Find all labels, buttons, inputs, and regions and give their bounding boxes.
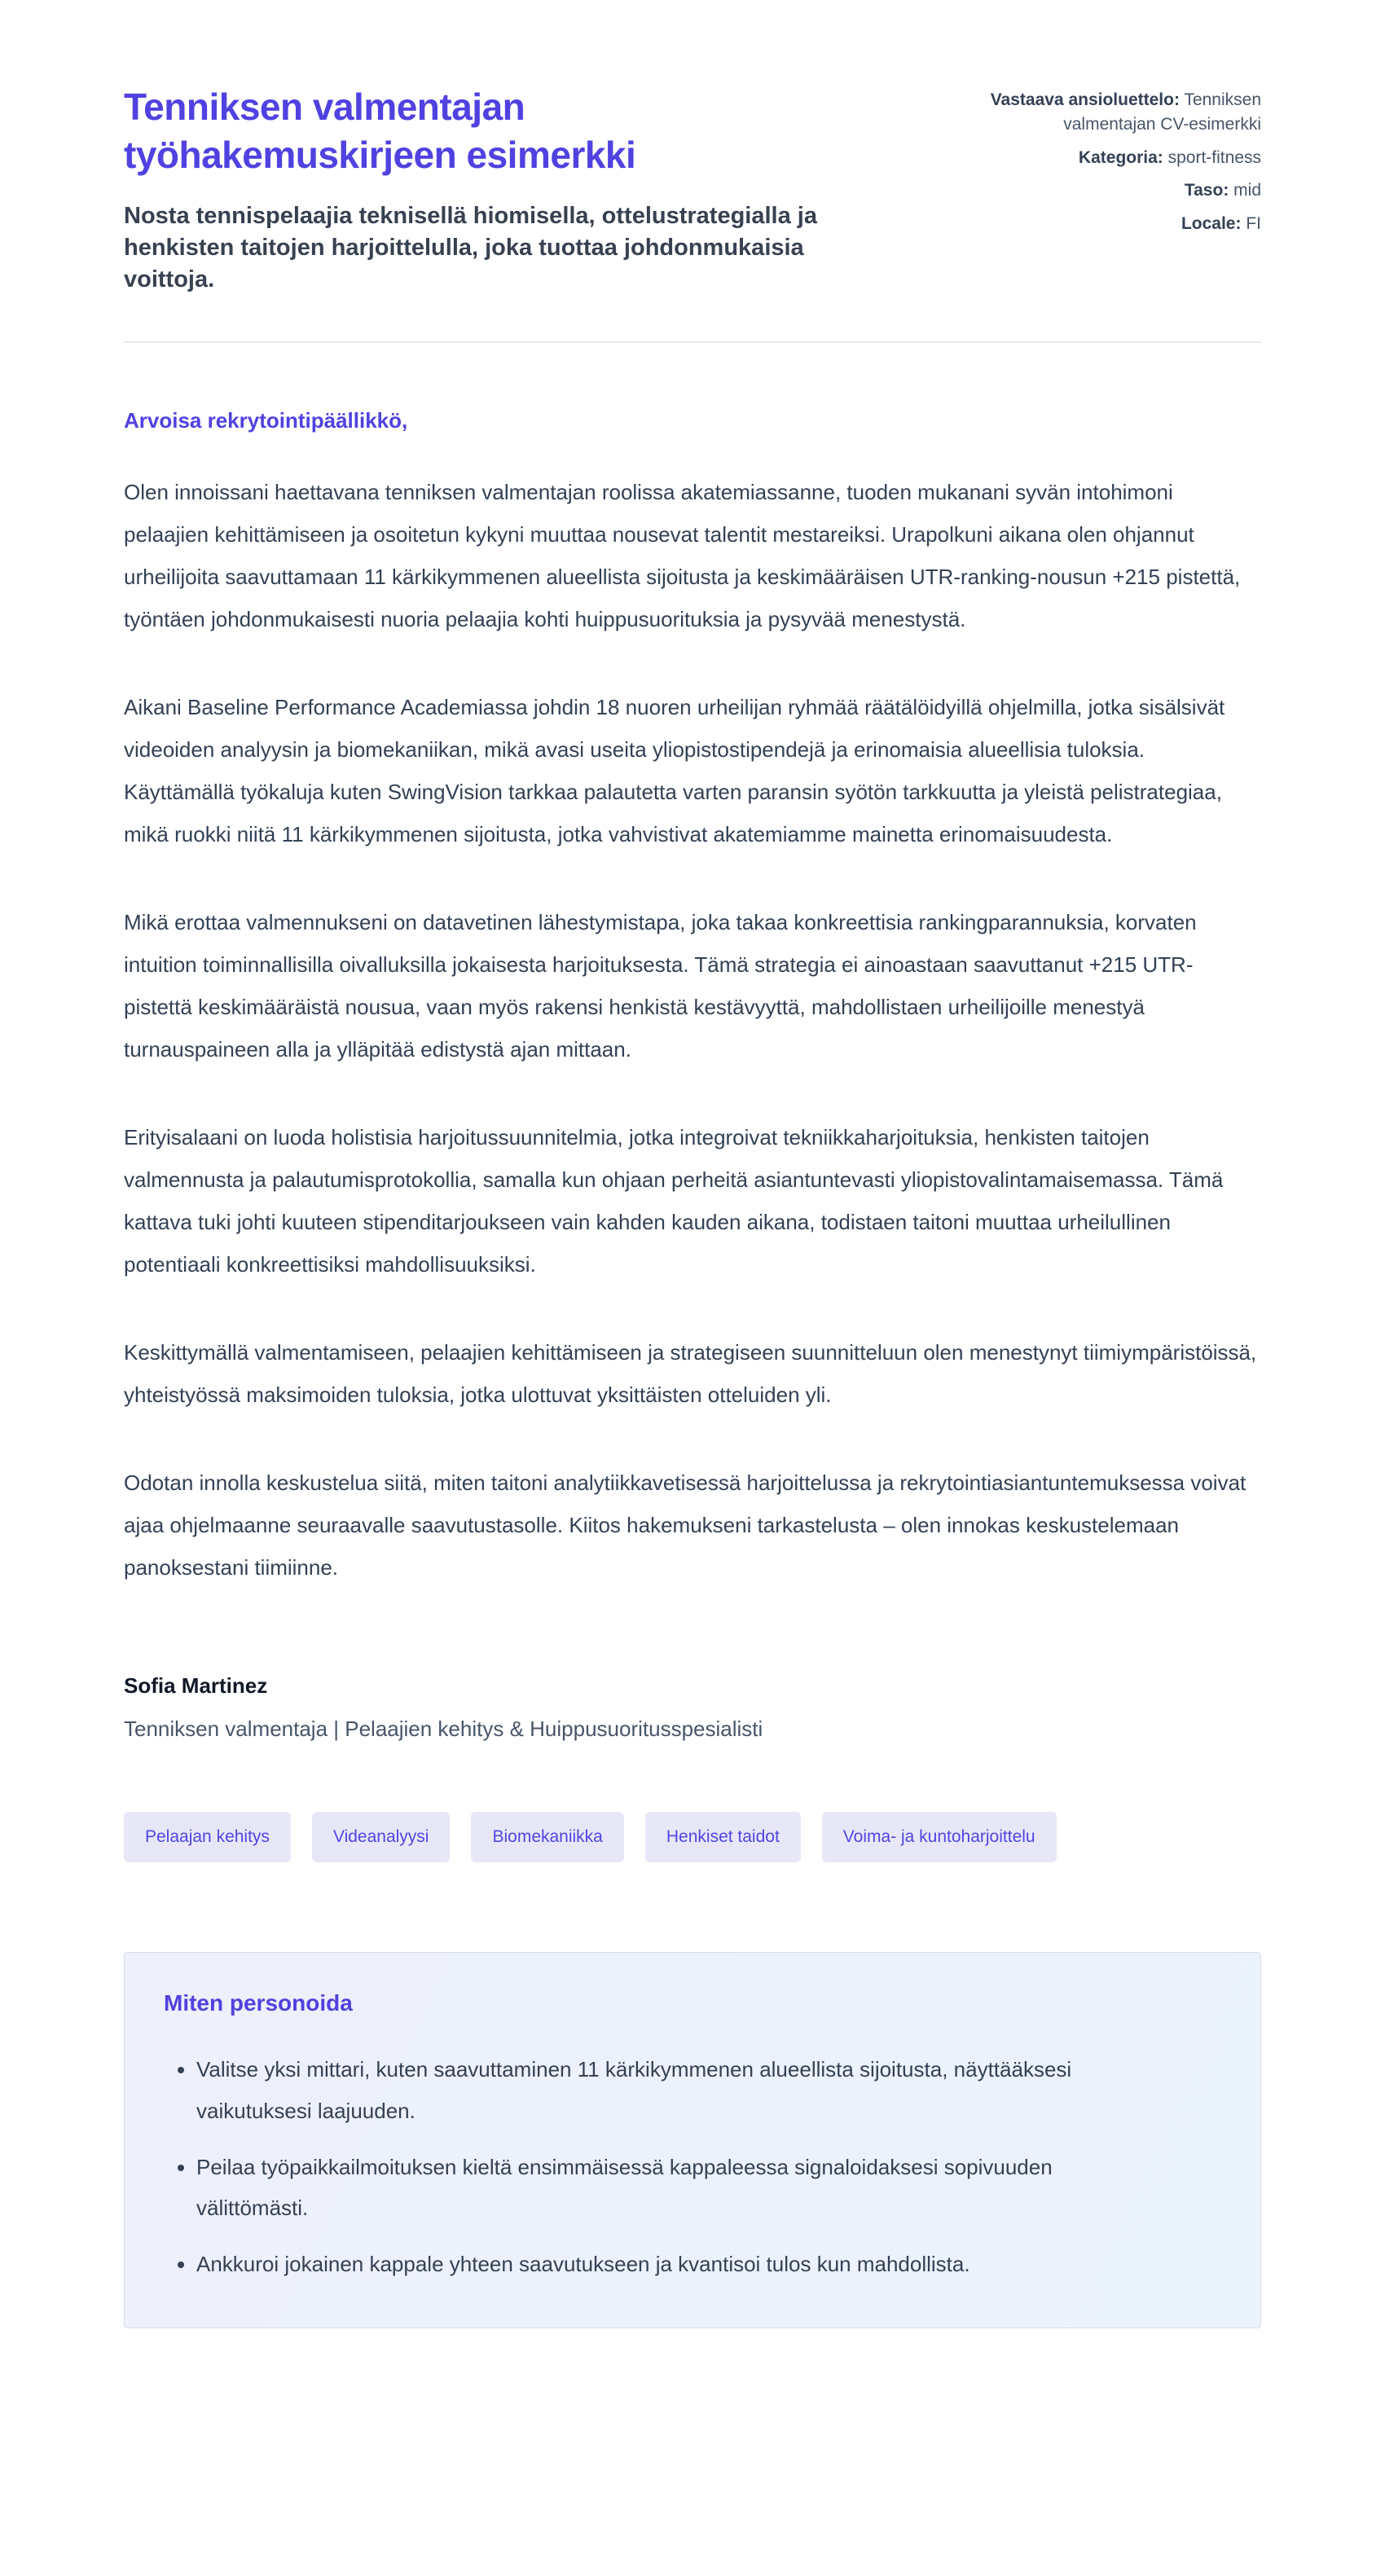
meta-locale-value: FI [1246,213,1261,233]
callout-title: Miten personoida [164,1990,353,2016]
letter-paragraph: Keskittymällä valmentamiseen, pelaajien kehittämiseen ja strategiseen suunnitteluun olen menestynyt tiimiympäristöissä, yhteistyössä maksimoiden tuloksia, jotka ulottuvat yksittäisten otteluiden yli. [124,1340,1257,1408]
skill-tag: Voima- ja kuntoharjoittelu [822,1812,1057,1862]
skill-tag: Biomekaniikka [471,1812,623,1862]
signature-name: Sofia Martinez [124,1673,268,1699]
letter-paragraph: Erityisalaani on luoda holistisia harjoitussuunnitelmia, jotka integroivat tekniikkaharjoituksia, henkisten taitojen valmennusta ja palautumisprotokollia, samalla kun ohjaan perheitä asiantuntevasti yliopistovalintamaisemassa. Tämä kattava tuki johti kuuteen stipenditarjoukseen vain kahden kauden aikana, todistaen taitoni muuttaa urheilullinen potentiaali konkreettisiksi mahdollisuuksiksi. [124,1125,1224,1277]
signature-role: Tenniksen valmentaja | Pelaajien kehitys & Huippusuoritusspesialisti [124,1717,763,1742]
letter-paragraph: Odotan innolla keskustelua siitä, miten taitoni analytiikkavetisessä harjoittelussa ja rekrytointiasiantuntemuksessa voivat ajaa ohjelmaanne seuraavalle saavutustasolle. Kiitos hakemukseni tarkastelusta – olen innokas keskustelemaan panoksestani tiimiinne. [124,1470,1246,1580]
skill-tags [124,1812,1261,1862]
skill-tag: Videanalyysi [312,1812,451,1862]
letter-paragraph: Olen innoissani haettavana tenniksen valmentajan roolissa akatemiassanne, tuoden mukanani syvän intohimoni pelaajien kehittämiseen ja osoitetun kykyni muuttaa nousevat talentit mestareiksi. Urapolkuni aikana olen ohjannut urheilijoita saavuttamaan 11 kärkikymmenen alueellista sijoitusta ja keskimääräisen UTR-ranking-nousun +215 pistettä, työntäen johdonmukaisesti nuoria pelaajia kohti huippusuorituksia ja pysyvää menestystä. [124,480,1241,632]
letter-paragraph: Aikani Baseline Performance Academiassa johdin 18 nuoren urheilijan ryhmää räätälöidyillä ohjelmilla, jotka sisälsivät videoiden analyysin ja biomekaniikan, mikä avasi useita yliopistostipendejä ja erinomaisia alueellisia tuloksia. Käyttämällä työkaluja kuten SwingVision tarkkaa palautetta varten paransin syötön tarkkuutta ja yleistä pelistrategiaa, mikä ruokki niitä 11 kärkikymmenen sijoitusta, jotka vahvistivat akatemiamme mainetta erinomaisuudesta. [124,695,1225,847]
page-header [124,83,1261,296]
meta-panel [984,83,1261,236]
skill-tag: Henkiset taidot [645,1812,801,1862]
header-title-block [124,83,952,296]
meta-level [984,178,1261,203]
meta-level-value: mid [1233,181,1261,200]
page-title: Tenniksen valmentajan työhakemuskirjeen esimerkki [124,86,636,176]
meta-locale [984,212,1261,236]
header-divider [124,341,1261,343]
meta-category [984,146,1261,170]
personalization-callout [124,1952,1261,2328]
skill-tag: Pelaajan kehitys [124,1812,291,1862]
letter-paragraph: Mikä erottaa valmennukseni on datavetinen lähestymistapa, joka takaa konkreettisia rankingparannuksia, korvaten intuition toiminnallisilla oivalluksilla jokaisesta harjoituksesta. Tämä strategia ei ainoastaan saavuttanut +215 UTR-pistettä keskimääräistä nousua, vaan myös rakensi henkistä kestävyyttä, mahdollistaen urheilijoille menestyä turnauspaineen alla ja ylläpitää edistystä ajan mittaan. [124,910,1197,1062]
callout-bullet: • Ankkuroi jokainen kappale yhteen saavutukseen ja kvantisoi tulos kun mahdollista. [196,2244,1133,2285]
page-subtitle: Nosta tennispelaajia teknisellä hiomisella, ottelustrategialla ja henkisten taitojen harjoittelulla, joka tuottaa johdonmukaisia voittoja. [124,202,817,293]
callout-bullet: • Peilaa työpaikkailmoituksen kieltä ensimmäisessä kappaleessa signaloidaksesi sopivuuden välittömästi. [196,2147,1133,2229]
meta-matching-resume-label: Vastaava ansioluettelo: [990,90,1180,109]
letter-greeting: Arvoisa rekrytointipäällikkö, [124,408,408,433]
meta-matching-resume [984,88,1261,138]
meta-category-value: sport-fitness [1167,147,1261,167]
callout-bullet: • Valitse yksi mittari, kuten saavuttaminen 11 kärkikymmenen alueellista sijoitusta, näyttääksesi vaikutuksesi laajuuden. [196,2049,1133,2131]
callout-bullet-list [164,2049,1221,2284]
letter-body [124,408,1261,1742]
meta-locale-label: Locale: [1181,213,1242,233]
meta-category-label: Kategoria: [1078,147,1163,167]
meta-matching-resume-value: Tenniksen valmentajan CV-esimerkki [1063,90,1261,134]
meta-level-label: Taso: [1184,181,1229,200]
